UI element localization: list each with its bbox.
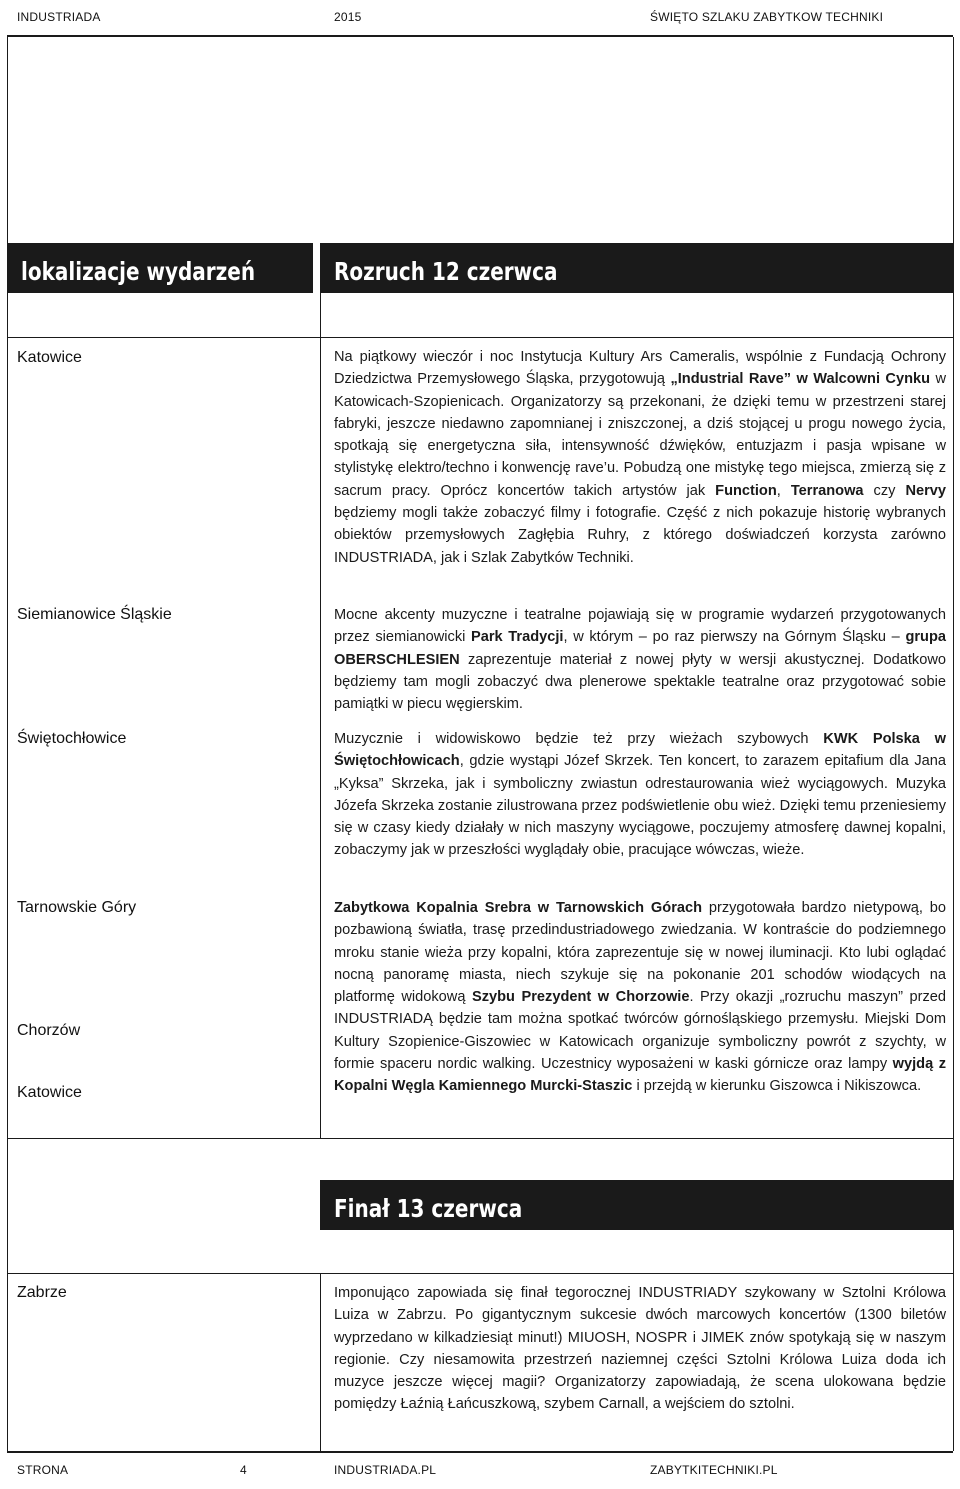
final-title-band (320, 1180, 953, 1230)
page-border-right (953, 37, 954, 1451)
footer-rule (7, 1451, 953, 1453)
footer-link-zabytkitechniki[interactable]: ZABYTKITECHNIKI.PL (650, 1463, 778, 1477)
text-run: w Katowicach-Szopienicach. Organizatorzy są przekonani, że dzięki temu w przestrzeni starej fabryki, jeszcze niedawno zapomnianej i zniszczonej, a dziś stojącej u progu nowego życia, spotkają się energetyczna siła, intensywność dźwięków, entuzjazm i pasja wpisane w stylistykę elektro/techno i konwencję rave’u. Pobudzą one mistykę tego miejsca, zmierzą się z sacrum pracy. Oprócz koncertów takich artystów jak (334, 371, 946, 499)
text-run: , w którym – po raz pierwszy na Górnym Śląsku – (563, 629, 906, 646)
bold-text-run: Terranowa (790, 482, 864, 499)
paragraph-industrial-rave (334, 346, 946, 569)
text-run: czy (863, 482, 906, 499)
text-run: . Przy okazji „rozruchu maszyn” przed INDUSTRIADĄ będzie tam można spotkać twórców górnośląskiego przemysłu. Miejski Dom Kultury Szopienice-Giszowiec w Katowicach organizuje symboliczny powrót z szychty, w formie spaceru nordic walking. Uczestnicy wyposażeni w kaski górnicze oraz lampy (334, 989, 946, 1073)
location-katowice-2: Katowice (17, 1084, 82, 1101)
paragraph-kopalnia-srebra (334, 897, 946, 1098)
header-rule (7, 35, 953, 37)
location-zabrze: Zabrze (17, 1284, 67, 1301)
text-run: zaprezentuje materiał z nowej płyty w wersji akustycznej. Dodatkowo będziemy tam mogli zobaczyć dwa plenerowe spektakle teatralne oraz przygotować sobie pamiątki w piecu węgierskim. (334, 651, 946, 713)
final-title: Finał 13 czerwca (334, 1194, 523, 1223)
location-siemianowice: Siemianowice Śląskie (17, 606, 172, 623)
header-brand: INDUSTRIADA (17, 10, 101, 24)
header-year: 2015 (334, 10, 362, 24)
page-border-left (7, 37, 8, 1451)
header-festival: ŚWIĘTO SZLAKU ZABYTKOW TECHNIKI (650, 10, 884, 24)
column-divider-1 (320, 292, 321, 1139)
location-chorzow: Chorzów (17, 1022, 81, 1039)
locations-title: lokalizacje wydarzeń (21, 257, 256, 286)
section2-rule (7, 1273, 953, 1274)
locations-title-band (7, 243, 313, 293)
column-divider-2 (320, 1273, 321, 1451)
text-run: i przejdą w kierunku Giszowca i Nikiszowca. (632, 1078, 922, 1095)
text-run: Muzycznie i widowiskowo będzie też przy wieżach szybowych (334, 731, 824, 747)
text-run: przygotowała bardzo nietypową, bo pozbawioną światła, trasę przedindustriadowego zwiedzania. W kontraście do podziemnego mroku stanie wieża przy kopalni, która zaprezentuje się w nowej iluminacji. Kto lubi oglądać nocną panoramę miasta, niech szykuje się na pokonanie 201 schodów wiodących na platformę widokową (334, 900, 946, 1006)
location-tarnowskie-gory: Tarnowskie Góry (17, 899, 137, 916)
rozruch-title: Rozruch 12 czerwca (334, 257, 558, 286)
rozruch-title-band (320, 243, 953, 293)
bold-text-run: wyjdą z Kopalni Węgla Kamiennego Murcki-Staszic (334, 1056, 947, 1095)
paragraph-park-tradycji (334, 604, 946, 715)
bold-text-run: Nervy (905, 482, 947, 499)
paragraph-final: Imponująco zapowiada się finał tegorocznej INDUSTRIADY szykowany w Sztolni Królowa Luiza w Zabrzu. Po gigantycznym sukcesie dwóch marcowych koncertów (1300 biletów wyprzedano w kilkadziesiąt minut!) MIUOSH, NOSPR i JIMEK znów spotykają się w naszym regionie. Czy niesamowita przestrzeń naziemnej części Sztolni Królowa Luiza doda ich muzyce jeszcze więcej magii? Organizatorzy zapowiadają, że scena ulokowana będzie pomiędzy Łaźnią Łańcuszkową, szybem Carnall, a wejściem do sztolni. (334, 1285, 946, 1413)
bold-text-run: grupa OBERSCHLESIEN (334, 629, 946, 668)
text-run: , (776, 482, 791, 499)
text-run: Na piątkowy wieczór i noc Instytucja Kultury Ars Cameralis, wspólnie z Fundacją Ochrony Dziedzictwa Przemysłowego Śląska, przygotowują (334, 349, 946, 388)
footer-link-industriada[interactable]: INDUSTRIADA.PL (334, 1463, 437, 1477)
footer-page-label: STRONA (17, 1463, 69, 1477)
section2-top-rule (7, 1138, 953, 1139)
footer-page-number: 4 (240, 1463, 247, 1477)
bold-text-run: KWK Polska w Świętochłowicach (334, 731, 946, 770)
bold-text-run: Function (715, 482, 777, 499)
paragraph-kwk-polska (334, 728, 946, 862)
bold-text-run: Park Tradycji (471, 629, 564, 646)
section1-rule (7, 337, 953, 338)
bold-text-run: Szybu Prezydent w Chorzowie (472, 989, 690, 1006)
text-run: będziemy mogli także zobaczyć filmy i fotografie. Część z nich pokazuje historię wybranych obiektów przemysłowych Zagłębia Ruhry, z którego doświadczeń korzysta zarówno INDUSTRIADA, jak i Szlak Zabytków Techniki. (334, 505, 946, 566)
text-run: , gdzie wystąpi Józef Skrzek. Ten koncert, to zarazem epitafium dla Jana „Kyksa” Skrzeka, jak i symboliczny zwiastun odrestaurowania wież wyciągowych. Muzyka Józefa Skrzeka zostanie zilustrowana przez podświetlenie obu wież. Dzięki temu przeniesiemy się w czasy kiedy działały w nich maszyny wyciągowe, poczujemy atmosferę dawnej kopalni, zobaczymy jak w przeszłości wyglądały obie, pracujące wówczas, wieże. (334, 753, 946, 859)
bold-text-run: „Industrial Rave” w Walcowni Cynku (670, 371, 931, 388)
bold-text-run: Zabytkowa Kopalnia Srebra w Tarnowskich Górach (334, 900, 703, 916)
location-katowice: Katowice (17, 349, 82, 366)
location-swietochlowice: Świętochłowice (17, 730, 127, 747)
text-run: Mocne akcenty muzyczne i teatralne pojawiają się w programie wydarzeń przygotowanych przez siemianowicki (334, 607, 946, 646)
